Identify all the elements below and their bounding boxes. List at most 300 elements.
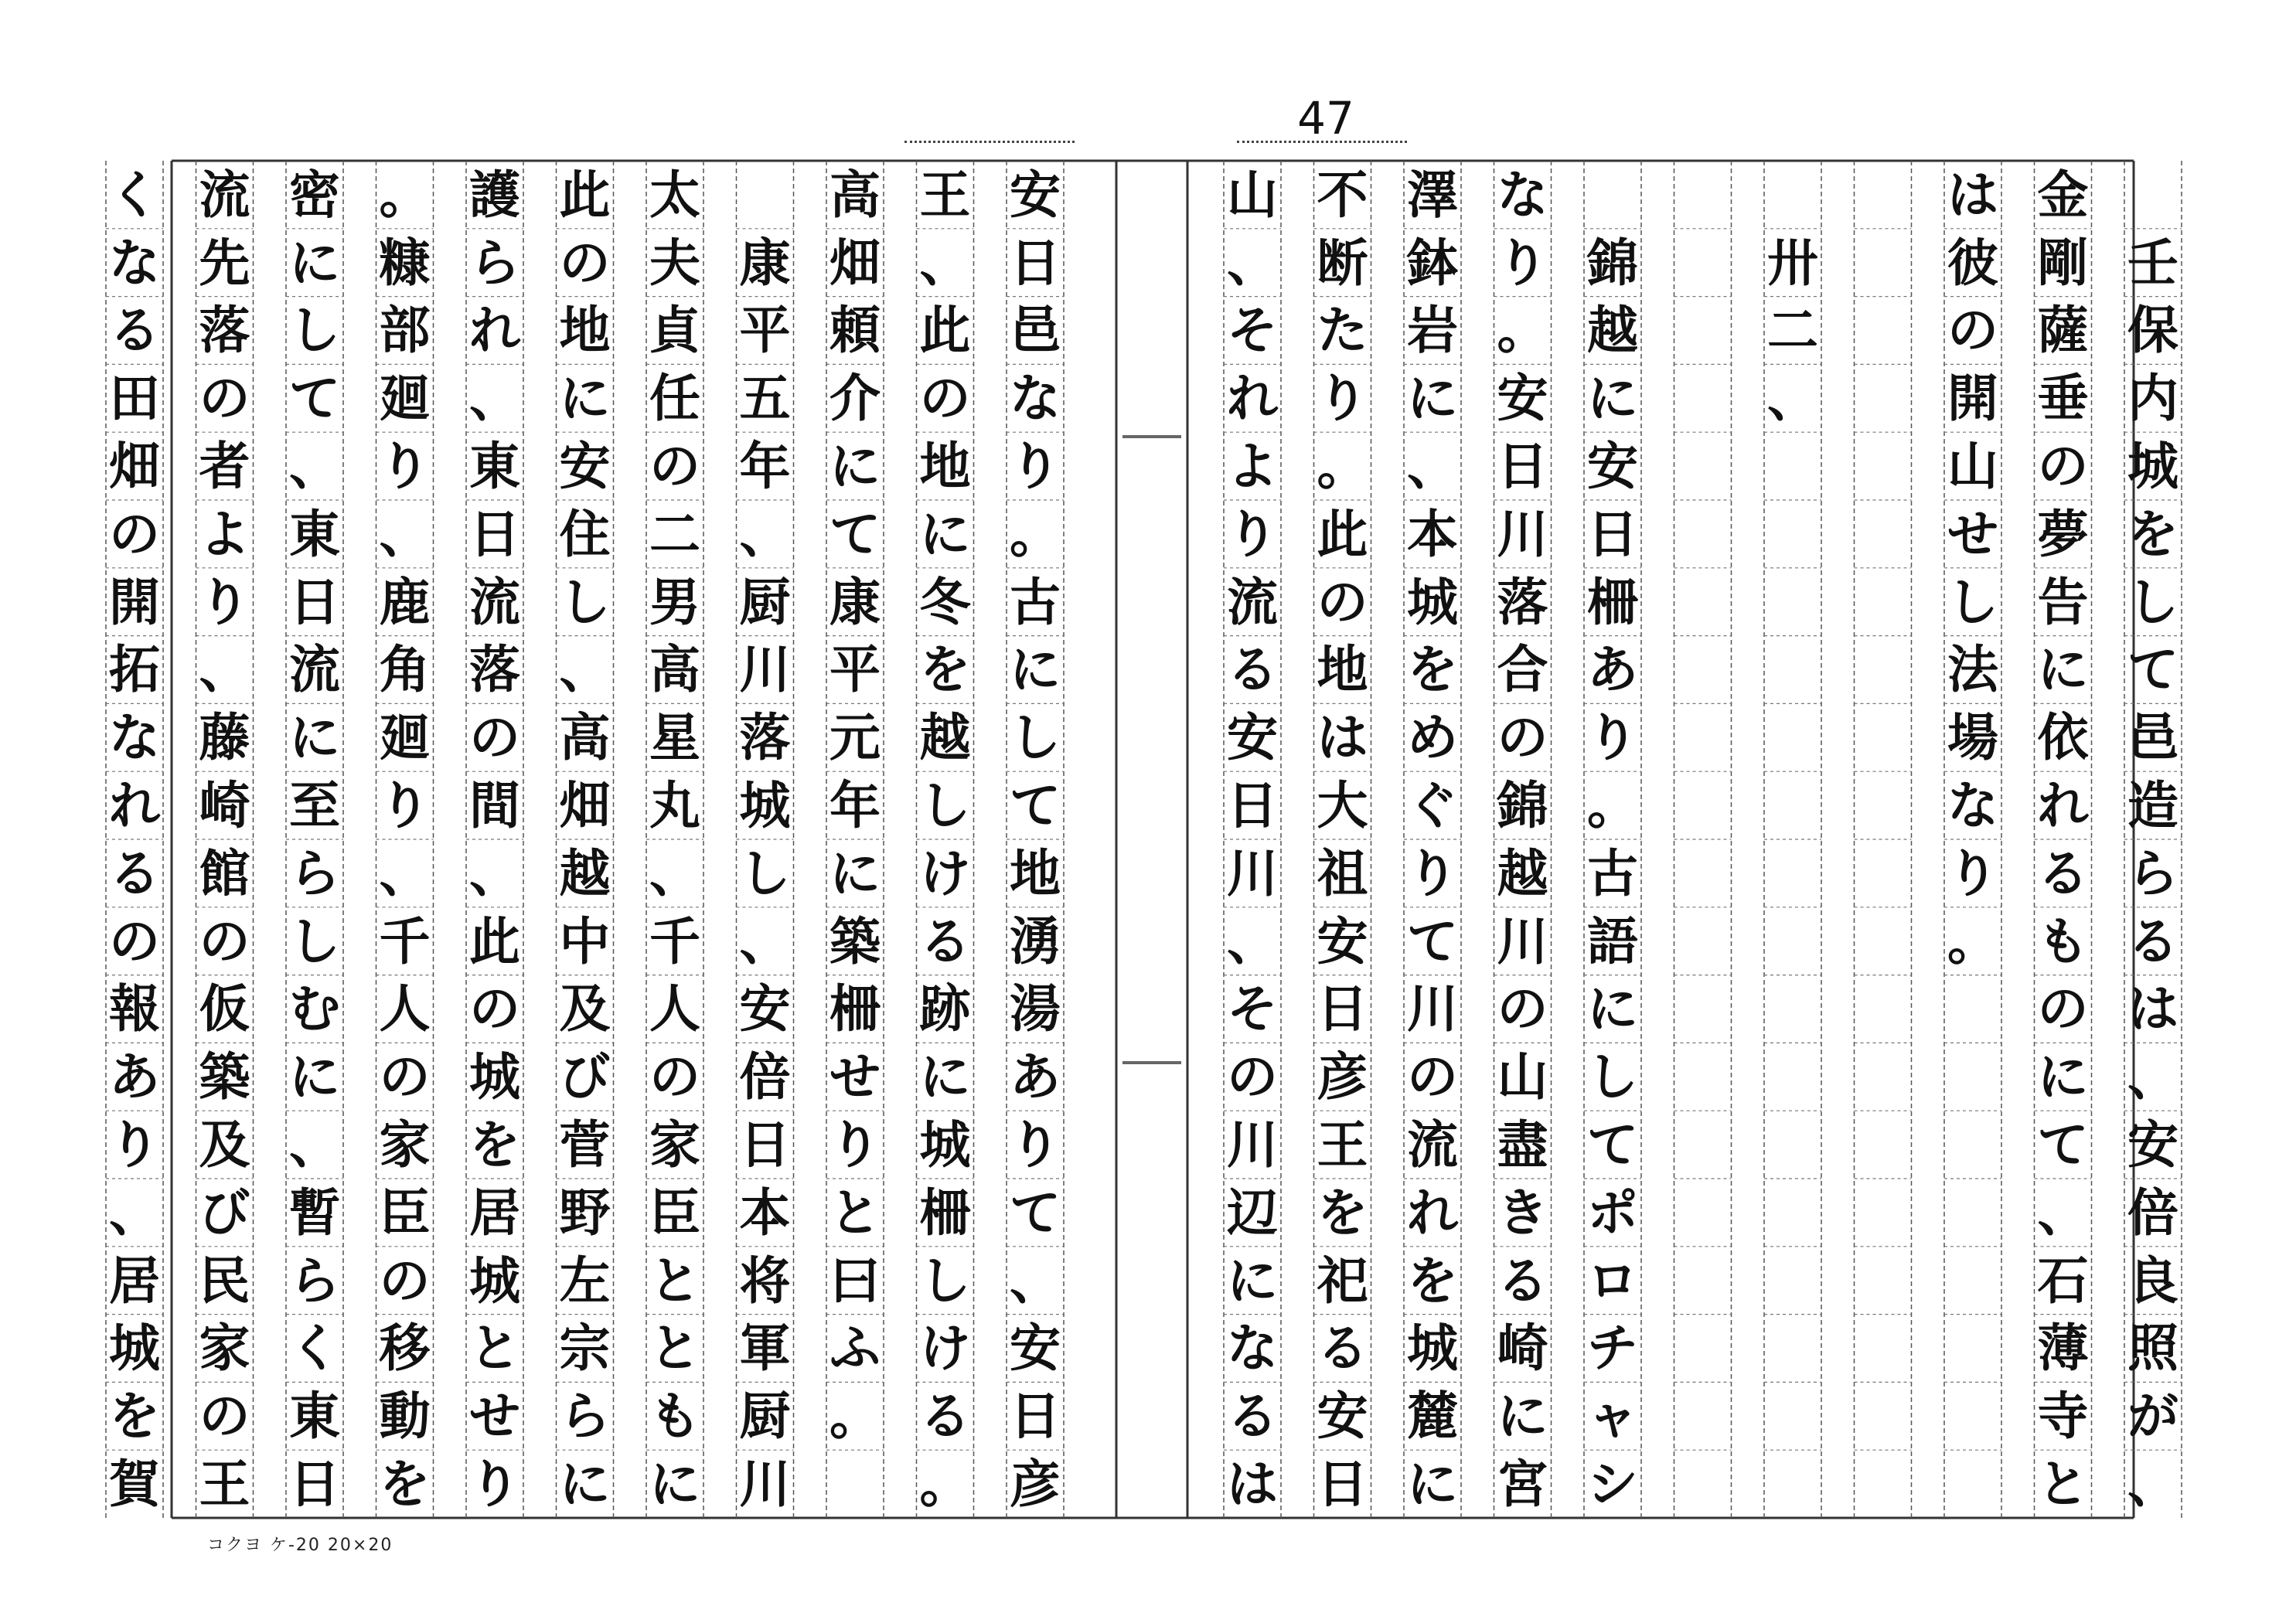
- character-cell: 地: [1010, 842, 1061, 903]
- character-cell: 湯: [1010, 978, 1061, 1039]
- character-cell: 高: [649, 639, 700, 700]
- character-cell: に: [1497, 1386, 1548, 1447]
- character-cell: 錦: [1497, 775, 1548, 836]
- character-cell: [1855, 1247, 1912, 1315]
- character-cell: [1855, 1382, 1912, 1450]
- character-cell: を: [2127, 503, 2178, 564]
- character-cell: 畑: [829, 232, 881, 293]
- character-cell: 、: [109, 1182, 160, 1243]
- text-column: [917, 161, 974, 1518]
- character-cell: [1855, 229, 1912, 297]
- character-cell: 厨: [739, 1386, 791, 1447]
- character-cell: 及: [559, 978, 611, 1039]
- character-cell: し: [919, 775, 971, 836]
- character-cell: 五: [739, 368, 791, 429]
- character-cell: 山: [1227, 164, 1278, 225]
- character-cell: り: [1587, 707, 1638, 768]
- character-cell: が: [2127, 1386, 2178, 1447]
- character-cell: 日: [1317, 1454, 1368, 1515]
- character-cell: 祀: [1317, 1250, 1368, 1311]
- character-cell: ポ: [1587, 1182, 1638, 1243]
- character-cell: 落: [1497, 571, 1548, 632]
- character-cell: 左: [559, 1250, 611, 1311]
- character-cell: と: [829, 1182, 881, 1243]
- character-cell: せ: [469, 1386, 520, 1447]
- character-cell: 城: [469, 1046, 520, 1108]
- character-cell: 館: [199, 842, 250, 903]
- character-cell: 本: [739, 1182, 791, 1243]
- character-cell: 部: [379, 300, 431, 361]
- character-cell: る: [919, 1386, 971, 1447]
- character-cell: り: [379, 775, 431, 836]
- character-cell: て: [829, 503, 881, 564]
- character-cell: 護: [469, 164, 520, 225]
- character-cell: る: [1497, 1250, 1548, 1311]
- character-cell: を: [379, 1454, 431, 1515]
- character-cell: [1764, 975, 1821, 1043]
- character-cell: し: [1587, 1046, 1638, 1108]
- character-cell: を: [919, 639, 971, 700]
- character-cell: 日: [289, 1454, 340, 1515]
- character-cell: 。: [1497, 300, 1548, 361]
- character-cell: [1674, 1043, 1732, 1111]
- character-cell: に: [289, 707, 340, 768]
- character-cell: 中: [559, 910, 611, 971]
- character-cell: 仮: [199, 978, 250, 1039]
- text-column: [376, 161, 434, 1518]
- character-cell: よ: [1227, 436, 1278, 497]
- character-cell: 間: [469, 775, 520, 836]
- character-cell: 王: [199, 1454, 250, 1515]
- character-cell: [1674, 432, 1732, 500]
- character-cell: 保: [2127, 300, 2178, 361]
- character-cell: 宮: [1497, 1454, 1548, 1515]
- text-column: [2124, 161, 2182, 1518]
- page-number: 47: [1297, 92, 1354, 145]
- character-cell: [1855, 297, 1912, 365]
- character-cell: り: [1010, 1114, 1061, 1176]
- character-cell: な: [109, 707, 160, 768]
- character-cell: 築: [829, 910, 881, 971]
- character-cell: び: [559, 1046, 611, 1108]
- character-cell: り: [1227, 503, 1278, 564]
- character-cell: 年: [739, 436, 791, 497]
- character-cell: 澤: [1407, 164, 1458, 225]
- character-cell: 暫: [289, 1182, 340, 1243]
- character-cell: 錦: [1587, 232, 1638, 293]
- character-cell: 石: [2037, 1250, 2089, 1311]
- character-cell: に: [649, 1454, 700, 1515]
- character-cell: [1674, 297, 1732, 365]
- character-cell: 日: [739, 1114, 791, 1176]
- character-cell: 地: [919, 436, 971, 497]
- character-cell: の: [379, 1250, 431, 1311]
- character-cell: な: [1497, 164, 1548, 225]
- character-cell: の: [1317, 571, 1368, 632]
- character-cell: め: [1407, 707, 1458, 768]
- character-cell: 。: [829, 1386, 881, 1447]
- text-column: [1314, 161, 1371, 1518]
- character-cell: る: [1227, 639, 1278, 700]
- character-cell: 安: [1497, 368, 1548, 429]
- character-cell: 鉢: [1407, 232, 1458, 293]
- character-cell: 此: [919, 300, 971, 361]
- character-cell: そ: [1227, 300, 1278, 361]
- character-cell: 畑: [109, 436, 160, 497]
- character-cell: 邑: [1010, 300, 1061, 361]
- character-cell: ら: [289, 842, 340, 903]
- character-cell: 人: [649, 978, 700, 1039]
- character-cell: [1674, 1315, 1732, 1383]
- character-cell: 古: [1010, 571, 1061, 632]
- character-cell: 、: [469, 368, 520, 429]
- text-column: [106, 161, 163, 1518]
- character-cell: 家: [649, 1114, 700, 1176]
- character-cell: し: [289, 910, 340, 971]
- text-column: [826, 161, 884, 1518]
- character-cell: 臣: [649, 1182, 700, 1243]
- character-cell: り: [199, 571, 250, 632]
- character-cell: 角: [379, 639, 431, 700]
- character-cell: 湧: [1010, 910, 1061, 971]
- character-cell: 。: [1010, 503, 1061, 564]
- character-cell: 曰: [829, 1250, 881, 1311]
- character-cell: し: [289, 300, 340, 361]
- character-cell: 辺: [1227, 1182, 1278, 1243]
- character-cell: 元: [829, 707, 881, 768]
- character-cell: 日: [1497, 436, 1548, 497]
- character-cell: な: [1947, 775, 1998, 836]
- character-cell: [1764, 1315, 1821, 1383]
- character-cell: 安: [1317, 1386, 1368, 1447]
- character-cell: [1764, 500, 1821, 568]
- text-column: [1007, 161, 1064, 1518]
- character-cell: 、: [559, 639, 611, 700]
- character-cell: 廻: [379, 707, 431, 768]
- character-cell: 本: [1407, 503, 1458, 564]
- character-cell: る: [1317, 1318, 1368, 1379]
- character-cell: も: [649, 1386, 700, 1447]
- character-cell: [1855, 771, 1912, 839]
- character-cell: [1944, 1382, 2001, 1450]
- character-cell: 邑: [2127, 707, 2178, 768]
- character-cell: 。: [919, 1454, 971, 1515]
- character-cell: [1944, 1450, 2001, 1518]
- character-cell: 此: [469, 910, 520, 971]
- text-column: [1584, 161, 1641, 1518]
- character-cell: 、: [739, 503, 791, 564]
- character-cell: 家: [199, 1318, 250, 1379]
- character-cell: り: [469, 1454, 520, 1515]
- character-cell: の: [199, 1386, 250, 1447]
- character-cell: 垂: [2037, 368, 2089, 429]
- character-cell: [1855, 1179, 1912, 1247]
- character-cell: に: [1407, 368, 1458, 429]
- character-cell: の: [379, 1046, 431, 1108]
- character-cell: 太: [649, 164, 700, 225]
- character-cell: 拓: [109, 639, 160, 700]
- text-column: [1404, 161, 1461, 1518]
- character-cell: れ: [1227, 368, 1278, 429]
- character-cell: 壬: [2127, 232, 2178, 293]
- text-column: [196, 161, 254, 1518]
- character-cell: 築: [199, 1046, 250, 1108]
- character-cell: に: [1587, 978, 1638, 1039]
- character-cell: [1764, 161, 1821, 229]
- character-cell: の: [109, 910, 160, 971]
- character-cell: る: [2037, 842, 2089, 903]
- character-cell: 日: [469, 503, 520, 564]
- character-cell: 此: [1317, 503, 1368, 564]
- character-cell: に: [1587, 368, 1638, 429]
- character-cell: 流: [289, 639, 340, 700]
- character-cell: [1764, 703, 1821, 771]
- character-cell: [1674, 500, 1732, 568]
- page-number-rule-right: [1237, 141, 1407, 143]
- character-cell: 至: [289, 775, 340, 836]
- character-cell: 康: [739, 232, 791, 293]
- character-cell: の: [1497, 978, 1548, 1039]
- character-cell: け: [919, 1318, 971, 1379]
- character-cell: 照: [2127, 1318, 2178, 1379]
- character-cell: 川: [1227, 842, 1278, 903]
- character-cell: [1764, 1043, 1821, 1111]
- character-cell: く: [289, 1318, 340, 1379]
- character-cell: 落: [199, 300, 250, 361]
- character-cell: 、: [1010, 1250, 1061, 1311]
- character-cell: な: [1010, 368, 1061, 429]
- character-cell: 依: [2037, 707, 2089, 768]
- character-cell: 年: [829, 775, 881, 836]
- character-cell: の: [1407, 1046, 1458, 1108]
- character-cell: に: [559, 368, 611, 429]
- character-cell: ロ: [1587, 1250, 1638, 1311]
- character-cell: に: [2037, 1046, 2089, 1108]
- character-cell: 地: [1317, 639, 1368, 700]
- character-cell: 二: [649, 503, 700, 564]
- character-cell: 及: [199, 1114, 250, 1176]
- character-cell: 流: [199, 164, 250, 225]
- character-cell: 軍: [739, 1318, 791, 1379]
- character-cell: 安: [559, 436, 611, 497]
- text-column: [557, 161, 614, 1518]
- page-number-rule-left: [904, 141, 1075, 143]
- character-cell: り: [1010, 436, 1061, 497]
- character-cell: あ: [109, 1046, 160, 1108]
- character-cell: 、: [289, 1114, 340, 1176]
- character-cell: に: [1407, 1454, 1458, 1515]
- character-cell: [1764, 568, 1821, 636]
- character-cell: 柵: [919, 1182, 971, 1243]
- character-cell: を: [1407, 1250, 1458, 1311]
- character-cell: 越: [1497, 842, 1548, 903]
- character-cell: [1764, 839, 1821, 907]
- character-cell: 住: [559, 503, 611, 564]
- character-cell: 東: [289, 1386, 340, 1447]
- character-cell: し: [919, 1250, 971, 1311]
- character-cell: し: [1010, 707, 1061, 768]
- character-cell: 告: [2037, 571, 2089, 632]
- character-cell: [1584, 161, 1641, 229]
- character-cell: の: [1497, 707, 1548, 768]
- character-cell: に: [2037, 639, 2089, 700]
- character-cell: び: [199, 1182, 250, 1243]
- character-cell: 廻: [379, 368, 431, 429]
- character-cell: [1944, 1247, 2001, 1315]
- character-cell: 安: [1317, 910, 1368, 971]
- character-cell: を: [1407, 639, 1458, 700]
- character-cell: 、: [2037, 1182, 2089, 1243]
- character-cell: 造: [2127, 775, 2178, 836]
- character-cell: [1855, 839, 1912, 907]
- character-cell: る: [919, 910, 971, 971]
- character-cell: し: [2127, 571, 2178, 632]
- character-cell: [1674, 364, 1732, 432]
- character-cell: 任: [649, 368, 700, 429]
- character-cell: [737, 161, 794, 229]
- character-cell: [1855, 568, 1912, 636]
- character-cell: 東: [289, 503, 340, 564]
- character-cell: 、: [739, 910, 791, 971]
- character-cell: 柵: [829, 978, 881, 1039]
- text-column: [646, 161, 703, 1518]
- character-cell: 、: [919, 232, 971, 293]
- character-cell: 彦: [1010, 1454, 1061, 1515]
- character-cell: 田: [109, 368, 160, 429]
- character-cell: せ: [829, 1046, 881, 1108]
- character-cell: て: [1587, 1114, 1638, 1176]
- character-cell: 糠: [379, 232, 431, 293]
- character-cell: の: [559, 232, 611, 293]
- character-cell: の: [2037, 978, 2089, 1039]
- character-cell: [1855, 636, 1912, 704]
- character-cell: 人: [379, 978, 431, 1039]
- character-cell: [1855, 703, 1912, 771]
- character-cell: な: [1227, 1318, 1278, 1379]
- character-cell: 断: [1317, 232, 1368, 293]
- character-cell: の: [199, 368, 250, 429]
- character-cell: な: [109, 232, 160, 293]
- character-cell: と: [2037, 1454, 2089, 1515]
- character-cell: 藤: [199, 707, 250, 768]
- character-cell: の: [919, 368, 971, 429]
- character-cell: る: [109, 300, 160, 361]
- character-cell: [1855, 907, 1912, 975]
- character-cell: は: [1317, 707, 1368, 768]
- character-cell: 東: [469, 436, 520, 497]
- character-cell: 居: [469, 1182, 520, 1243]
- character-cell: [1674, 161, 1732, 229]
- character-cell: 日: [1587, 503, 1638, 564]
- character-cell: 二: [1767, 300, 1818, 361]
- character-cell: 賀: [109, 1454, 160, 1515]
- character-cell: 将: [739, 1250, 791, 1311]
- text-column: [1944, 161, 2001, 1518]
- character-cell: 跡: [919, 978, 971, 1039]
- character-cell: [1855, 500, 1912, 568]
- character-cell: 、: [1227, 910, 1278, 971]
- character-cell: 王: [1317, 1114, 1368, 1176]
- character-cell: 剛: [2037, 232, 2089, 293]
- character-cell: 夢: [2037, 503, 2089, 564]
- character-cell: 高: [559, 707, 611, 768]
- character-cell: は: [1227, 1454, 1278, 1515]
- character-cell: 彼: [1947, 232, 1998, 293]
- character-cell: せ: [1947, 503, 1998, 564]
- character-cell: の: [649, 436, 700, 497]
- character-cell: [1674, 771, 1732, 839]
- character-cell: く: [109, 164, 160, 225]
- character-cell: の: [469, 978, 520, 1039]
- character-cell: 落: [739, 707, 791, 768]
- character-cell: [826, 1450, 884, 1518]
- character-cell: 不: [1317, 164, 1368, 225]
- character-cell: て: [1010, 775, 1061, 836]
- character-cell: 落: [469, 639, 520, 700]
- character-cell: 岩: [1407, 300, 1458, 361]
- character-cell: り: [1497, 232, 1548, 293]
- character-cell: と: [649, 1250, 700, 1311]
- text-column: [466, 161, 523, 1518]
- character-cell: の: [469, 707, 520, 768]
- character-cell: る: [109, 842, 160, 903]
- character-cell: 此: [559, 164, 611, 225]
- character-cell: 倍: [739, 1046, 791, 1108]
- character-cell: [1855, 1315, 1912, 1383]
- character-cell: 平: [739, 300, 791, 361]
- character-cell: の: [109, 503, 160, 564]
- character-cell: の: [2037, 436, 2089, 497]
- character-cell: [1674, 1179, 1732, 1247]
- character-cell: 貞: [649, 300, 700, 361]
- character-cell: [1855, 1111, 1912, 1179]
- character-cell: て: [1010, 1182, 1061, 1243]
- character-cell: て: [289, 368, 340, 429]
- character-cell: 頼: [829, 300, 881, 361]
- character-cell: [1944, 1111, 2001, 1179]
- character-cell: [1674, 229, 1732, 297]
- character-cell: [1674, 568, 1732, 636]
- character-cell: 山: [1497, 1046, 1548, 1108]
- character-cell: 城: [919, 1114, 971, 1176]
- character-cell: り: [1407, 842, 1458, 903]
- character-cell: 古: [1587, 842, 1638, 903]
- character-cell: 開: [109, 571, 160, 632]
- character-cell: [1855, 364, 1912, 432]
- text-column: [1855, 161, 1912, 1518]
- character-cell: 冬: [919, 571, 971, 632]
- character-cell: 薄: [2037, 1318, 2089, 1379]
- character-cell: [1764, 432, 1821, 500]
- character-cell: ら: [2127, 842, 2178, 903]
- text-column: [737, 161, 794, 1518]
- character-cell: 、: [379, 842, 431, 903]
- character-cell: 日: [289, 571, 340, 632]
- character-cell: る: [1227, 1386, 1278, 1447]
- character-cell: 厨: [739, 571, 791, 632]
- character-cell: て: [1407, 910, 1458, 971]
- character-cell: [2124, 161, 2182, 229]
- character-cell: に: [559, 1454, 611, 1515]
- character-cell: [1764, 636, 1821, 704]
- character-cell: 者: [199, 436, 250, 497]
- character-cell: 城: [1407, 1318, 1458, 1379]
- character-cell: 越: [559, 842, 611, 903]
- character-cell: て: [2127, 639, 2178, 700]
- character-cell: に: [289, 1046, 340, 1108]
- character-cell: 、: [379, 503, 431, 564]
- character-cell: に: [289, 232, 340, 293]
